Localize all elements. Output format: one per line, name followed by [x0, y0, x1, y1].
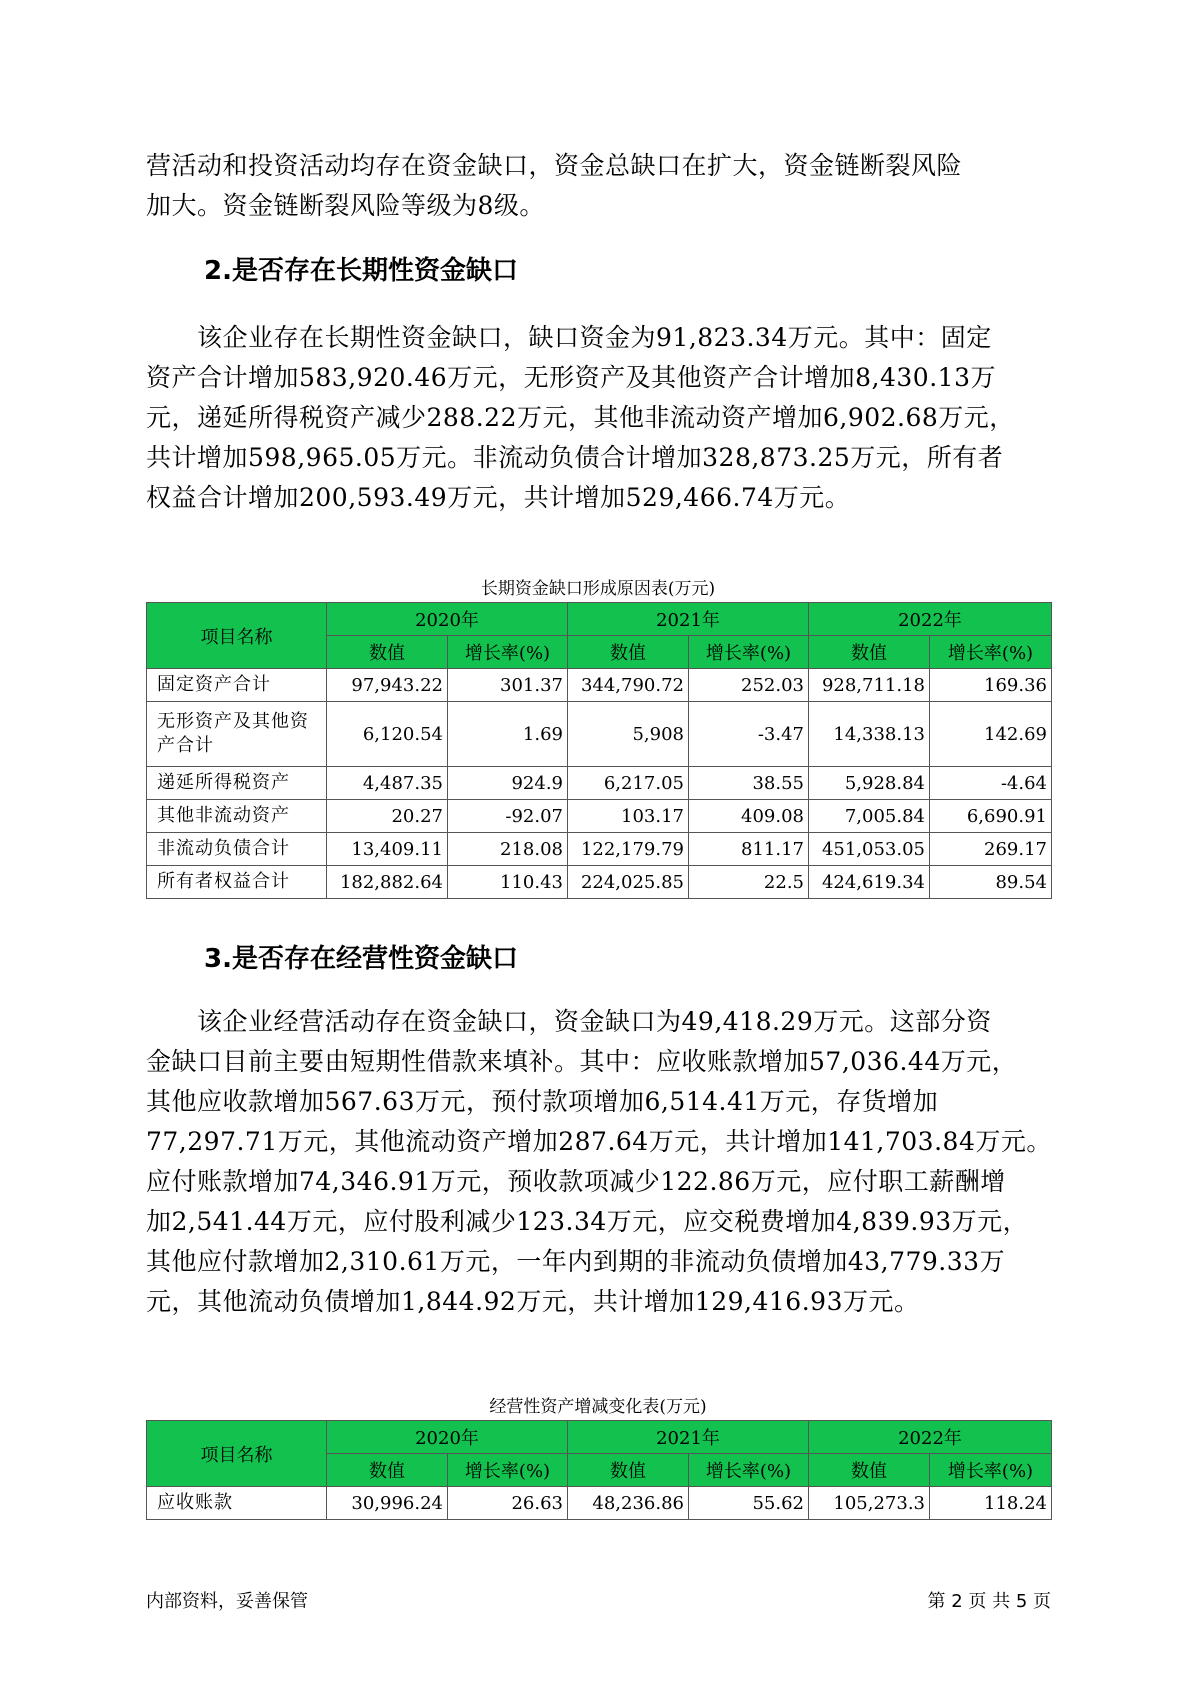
column-header-growth: 增长率(%): [448, 636, 568, 669]
cell-value: 122,179.79: [568, 833, 689, 866]
cell-value: 451,053.05: [809, 833, 930, 866]
cell-growth: 924.9: [448, 767, 568, 800]
column-header-growth: 增长率(%): [689, 1454, 809, 1487]
cell-growth: 110.43: [448, 866, 568, 899]
cell-value: 424,619.34: [809, 866, 930, 899]
text-line: 加2,541.44万元，应付股利减少123.34万元，应交税费增加4,839.93万元，: [146, 1207, 1029, 1236]
intro-paragraph: [146, 146, 1050, 226]
cell-growth: 89.54: [930, 866, 1052, 899]
long-term-gap-table: [146, 602, 1052, 899]
text-line: 其他应付款增加2,310.61万元，一年内到期的非流动负债增加43,779.33万: [146, 1247, 1006, 1276]
cell-growth: -3.47: [689, 702, 809, 767]
column-header-year: 2022年: [809, 1421, 1052, 1454]
table-2-caption: 经营性资产增减变化表(万元): [489, 1397, 707, 1417]
column-header-value: 数值: [568, 1454, 689, 1487]
column-header-item-name: 项目名称: [147, 1421, 327, 1487]
cell-growth: 301.37: [448, 669, 568, 702]
cell-value: 7,005.84: [809, 800, 930, 833]
cell-growth: 6,690.91: [930, 800, 1052, 833]
column-header-value: 数值: [327, 636, 448, 669]
text-line: 共计增加598,965.05万元。非流动负债合计增加328,873.25万元，所有者: [146, 443, 1004, 472]
text-line: 元，递延所得税资产减少288.22万元，其他非流动资产增加6,902.68万元，: [146, 403, 1015, 432]
cell-growth: 55.62: [689, 1487, 809, 1520]
table-row: [147, 833, 1052, 866]
text-line: 金缺口目前主要由短期性借款来填补。其中：应收账款增加57,036.44万元，: [146, 1047, 1018, 1076]
cell-growth: 1.69: [448, 702, 568, 767]
cell-growth: 26.63: [448, 1487, 568, 1520]
cell-value: 344,790.72: [568, 669, 689, 702]
column-header-value: 数值: [809, 636, 930, 669]
table-row: [147, 669, 1052, 702]
column-header-value: 数值: [568, 636, 689, 669]
cell-value: 14,338.13: [809, 702, 930, 767]
section-3-paragraph: [146, 1002, 1050, 1322]
cell-growth: 409.08: [689, 800, 809, 833]
column-header-item-name: 项目名称: [147, 603, 327, 669]
column-header-year: 2020年: [327, 1421, 568, 1454]
text-line: 其他应收款增加567.63万元，预付款项增加6,514.41万元，存货增加: [146, 1087, 939, 1116]
cell-growth: 269.17: [930, 833, 1052, 866]
cell-growth: -4.64: [930, 767, 1052, 800]
text-line: 加大。资金链断裂风险等级为8级。: [146, 191, 545, 220]
column-header-growth: 增长率(%): [930, 636, 1052, 669]
cell-growth: 22.5: [689, 866, 809, 899]
text-line: 资产合计增加583,920.46万元，无形资产及其他资产合计增加8,430.13万: [146, 363, 996, 392]
column-header-growth: 增长率(%): [930, 1454, 1052, 1487]
cell-growth: 38.55: [689, 767, 809, 800]
cell-growth: 218.08: [448, 833, 568, 866]
section-3-heading: 3.是否存在经营性资金缺口: [204, 944, 518, 974]
cell-value: 6,217.05: [568, 767, 689, 800]
row-label: 应收账款: [147, 1487, 327, 1520]
cell-value: 4,487.35: [327, 767, 448, 800]
text-line: 该企业存在长期性资金缺口，缺口资金为91,823.34万元。其中：固定: [146, 323, 992, 352]
row-label: 其他非流动资产: [147, 800, 327, 833]
cell-growth: 811.17: [689, 833, 809, 866]
table-1-caption: 长期资金缺口形成原因表(万元): [480, 579, 716, 599]
text-line: 营活动和投资活动均存在资金缺口，资金总缺口在扩大，资金链断裂风险: [146, 151, 963, 180]
cell-value: 20.27: [327, 800, 448, 833]
column-header-year: 2021年: [568, 603, 809, 636]
row-label: 递延所得税资产: [147, 767, 327, 800]
cell-value: 48,236.86: [568, 1487, 689, 1520]
page-number: 第 2 页 共 5 页: [927, 1591, 1051, 1612]
cell-value: 224,025.85: [568, 866, 689, 899]
cell-value: 6,120.54: [327, 702, 448, 767]
cell-value: 5,908: [568, 702, 689, 767]
table-row: [147, 702, 1052, 767]
cell-value: 182,882.64: [327, 866, 448, 899]
column-header-year: 2020年: [327, 603, 568, 636]
cell-growth: 252.03: [689, 669, 809, 702]
table-row: [147, 767, 1052, 800]
cell-growth: 142.69: [930, 702, 1052, 767]
cell-growth: 118.24: [930, 1487, 1052, 1520]
row-label: 非流动负债合计: [147, 833, 327, 866]
column-header-growth: 增长率(%): [448, 1454, 568, 1487]
column-header-value: 数值: [809, 1454, 930, 1487]
column-header-year: 2021年: [568, 1421, 809, 1454]
cell-value: 30,996.24: [327, 1487, 448, 1520]
column-header-growth: 增长率(%): [689, 636, 809, 669]
table-row: [147, 1487, 1052, 1520]
cell-growth: -92.07: [448, 800, 568, 833]
text-line: 元，其他流动负债增加1,844.92万元，共计增加129,416.93万元。: [146, 1287, 920, 1316]
section-2-paragraph: [146, 318, 1050, 518]
text-line: 77,297.71万元，其他流动资产增加287.64万元，共计增加141,703.84万元。: [146, 1127, 1052, 1156]
row-label: 无形资产及其他资产合计: [147, 702, 327, 767]
cell-value: 105,273.3: [809, 1487, 930, 1520]
section-2-heading: 2.是否存在长期性资金缺口: [204, 256, 518, 286]
table-row: [147, 800, 1052, 833]
text-line: 权益合计增加200,593.49万元，共计增加529,466.74万元。: [146, 483, 851, 512]
cell-value: 13,409.11: [327, 833, 448, 866]
cell-value: 928,711.18: [809, 669, 930, 702]
cell-value: 103.17: [568, 800, 689, 833]
table-row: [147, 866, 1052, 899]
cell-growth: 169.36: [930, 669, 1052, 702]
cell-value: 5,928.84: [809, 767, 930, 800]
row-label: 固定资产合计: [147, 669, 327, 702]
confidential-note: 内部资料，妥善保管: [146, 1591, 308, 1612]
row-label: 所有者权益合计: [147, 866, 327, 899]
text-line: 应付账款增加74,346.91万元，预收款项减少122.86万元，应付职工薪酬增: [146, 1167, 1006, 1196]
operating-assets-table: [146, 1420, 1052, 1520]
cell-value: 97,943.22: [327, 669, 448, 702]
column-header-year: 2022年: [809, 603, 1052, 636]
column-header-value: 数值: [327, 1454, 448, 1487]
text-line: 该企业经营活动存在资金缺口，资金缺口为49,418.29万元。这部分资: [146, 1007, 992, 1036]
